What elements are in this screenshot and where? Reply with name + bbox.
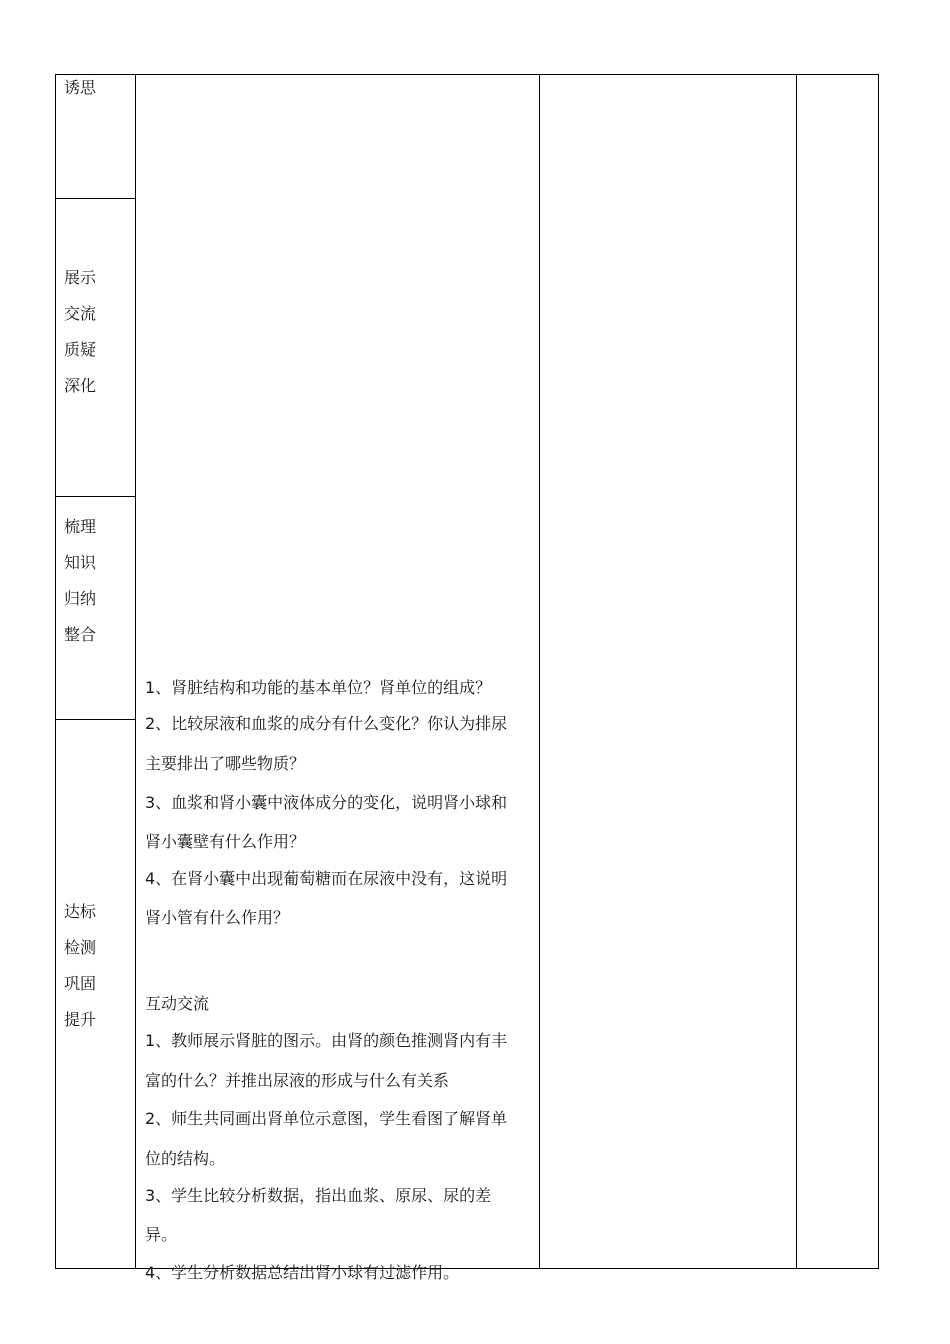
content-line: 4、学生分析数据总结出肾小球有过滤作用。	[145, 1263, 460, 1282]
label-line: 深化	[64, 376, 97, 395]
column-divider-2	[539, 74, 540, 1269]
content-line: 异。	[145, 1225, 178, 1244]
label-line: 提升	[64, 1010, 97, 1029]
row-divider-3	[55, 719, 136, 720]
label-line: 质疑	[64, 340, 97, 359]
section-label-summarize	[64, 509, 96, 653]
label-line: 展示	[64, 268, 97, 287]
column-divider-3	[796, 74, 797, 1269]
content-line: 2、师生共同画出肾单位示意图，学生看图了解肾单	[145, 1109, 508, 1128]
content-line: 主要排出了哪些物质？	[145, 754, 306, 773]
label-line: 交流	[64, 304, 97, 323]
content-line: 1、肾脏结构和功能的基本单位？肾单位的组成？	[145, 678, 492, 697]
content-line: 肾小管有什么作用？	[145, 908, 290, 927]
label-line: 巩固	[64, 974, 97, 993]
content-line: 富的什么？并推出尿液的形成与什么有关系	[145, 1071, 450, 1090]
section-label-present	[64, 260, 96, 404]
label-line: 梳理	[64, 517, 97, 536]
label-line: 整合	[64, 625, 97, 644]
row-divider-2	[55, 496, 136, 497]
section-label-assess	[64, 894, 96, 1038]
content-line: 互动交流	[145, 994, 210, 1013]
table-top-border	[55, 74, 879, 75]
label-line: 达标	[64, 902, 97, 921]
content-line: 3、血浆和肾小囊中液体成分的变化，说明肾小球和	[145, 793, 508, 812]
section-label-induce	[64, 70, 96, 106]
content-line: 3、学生比较分析数据，指出血浆、原尿、尿的差	[145, 1186, 492, 1205]
column-divider-1	[135, 74, 136, 1269]
label-line: 归纳	[64, 589, 97, 608]
row-divider-1	[55, 198, 136, 199]
table-right-border	[878, 74, 879, 1269]
content-line: 位的结构。	[145, 1149, 226, 1168]
content-line: 2、比较尿液和血浆的成分有什么变化？你认为排尿	[145, 714, 508, 733]
table-left-border	[55, 74, 56, 1269]
content-line: 4、在肾小囊中出现葡萄糖而在尿液中没有，这说明	[145, 869, 508, 888]
label-line: 检测	[64, 938, 97, 957]
content-line: 肾小囊壁有什么作用？	[145, 832, 306, 851]
label-line: 诱思	[64, 78, 97, 97]
content-line: 1、教师展示肾脏的图示。由肾的颜色推测肾内有丰	[145, 1031, 508, 1050]
label-line: 知识	[64, 553, 97, 572]
